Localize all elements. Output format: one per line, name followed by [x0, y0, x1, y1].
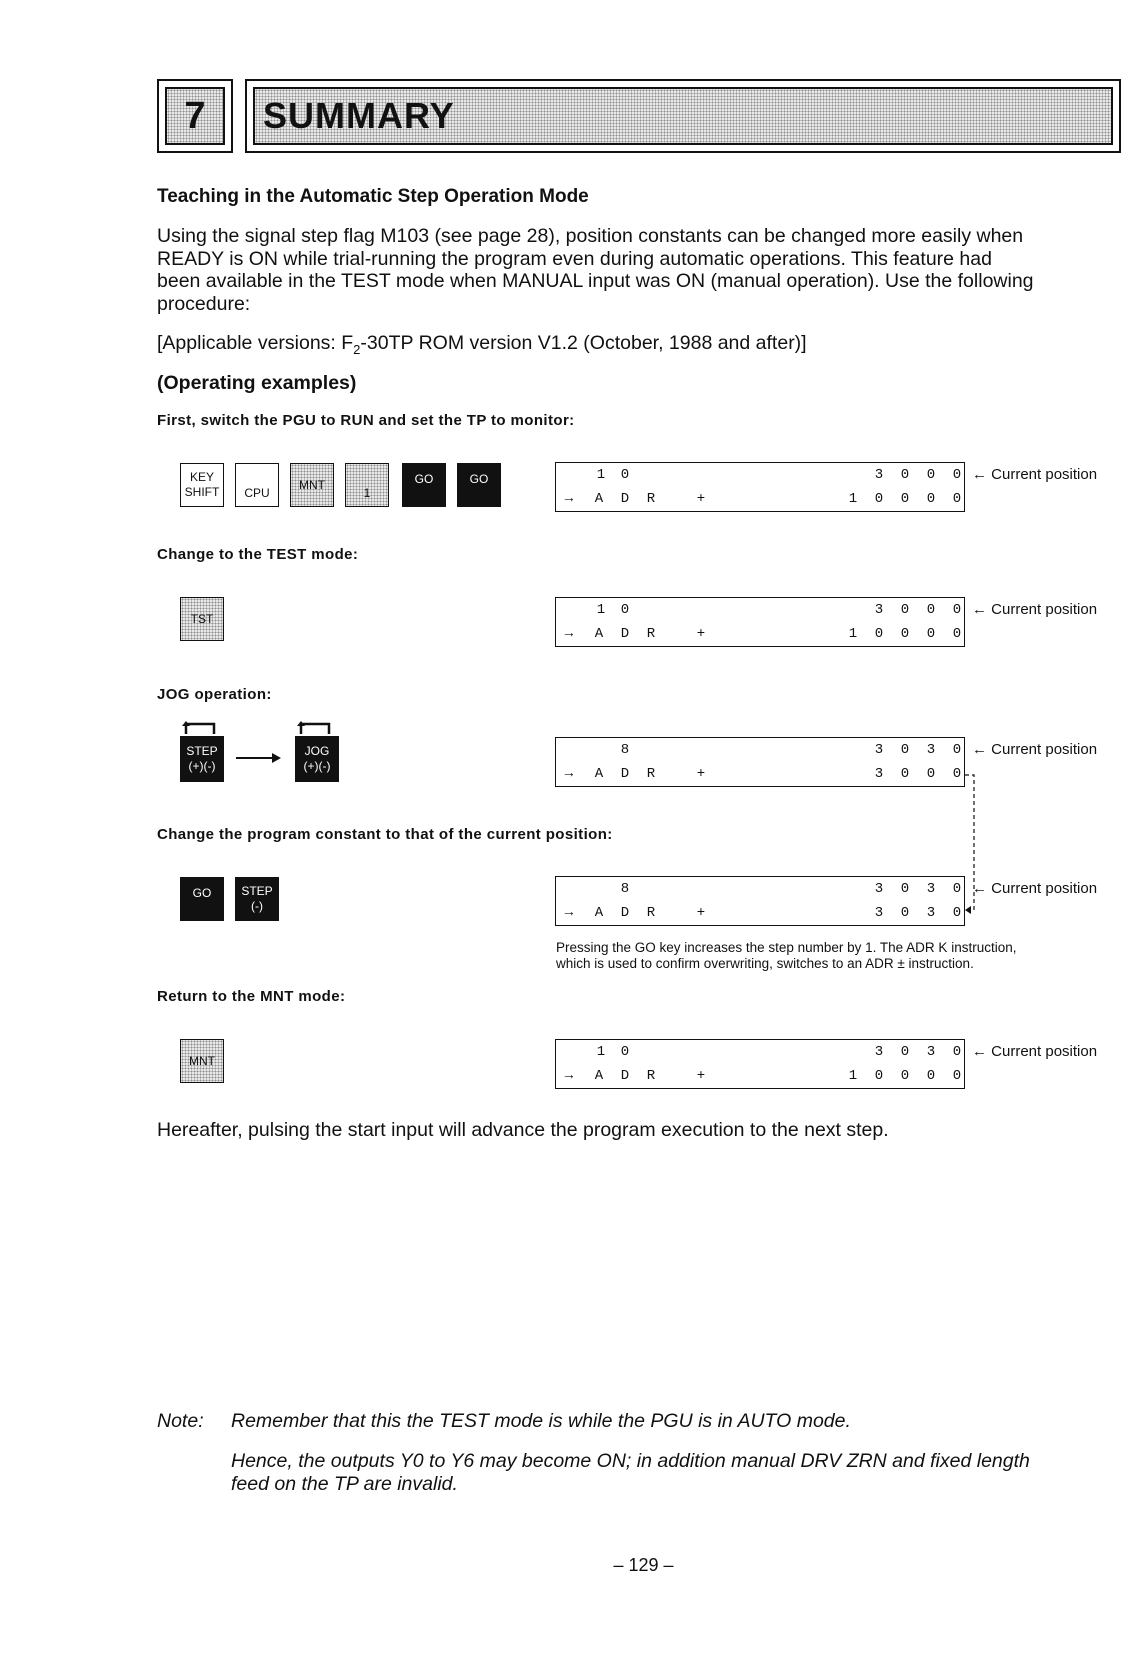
- lcd-char: 0: [900, 467, 910, 483]
- lcd-char: D: [620, 491, 630, 507]
- go-key: GO: [402, 463, 446, 507]
- lcd-line-top: [556, 1040, 964, 1065]
- cursor-arrow-icon: →: [564, 491, 574, 507]
- current-position-label: ← Current position: [972, 1043, 1098, 1060]
- arrow-right-icon: [272, 753, 281, 763]
- intro-line: Using the signal step flag M103 (see page 28), position constants can be changed more easily when: [157, 225, 1024, 247]
- page-number: – 129 –: [613, 1555, 674, 1575]
- lcd-char: 0: [900, 1068, 910, 1084]
- lcd-char: 3: [926, 742, 936, 758]
- applicable-versions: [Applicable versions: $F_2-30TP$ ROM version V1.2 (October, 1988 and after)]: [157, 332, 807, 357]
- current-position-label: ← Current position: [972, 466, 1098, 483]
- lcd-char: 0: [900, 602, 910, 618]
- current-position-label: ← Current position: [972, 741, 1098, 758]
- lcd-char: A: [594, 905, 604, 921]
- caption-line: which is used to confirm overwriting, switches to an ADR ± instruction.: [556, 956, 974, 971]
- lcd-char: 1: [848, 1068, 858, 1084]
- lcd-char: 1: [848, 626, 858, 642]
- lcd-char: 1: [596, 602, 606, 618]
- lcd-char: +: [696, 491, 706, 507]
- lcd-char: 0: [926, 626, 936, 642]
- section-title: Teaching in the Automatic Step Operation Mode: [157, 186, 589, 207]
- lcd-char: 8: [620, 881, 630, 897]
- lcd-char: A: [594, 491, 604, 507]
- intro-paragraph: [157, 225, 1122, 315]
- arrow-left-icon: [965, 906, 971, 914]
- lcd-line-bottom: [556, 1064, 964, 1089]
- cpu-key: CPU: [235, 463, 279, 507]
- lcd-char: 0: [900, 766, 910, 782]
- lcd-char: 0: [620, 1044, 630, 1060]
- lcd-char: 0: [952, 742, 962, 758]
- caption: [556, 940, 1016, 972]
- lcd-line-top: [556, 598, 964, 623]
- lcd-display: [555, 1039, 965, 1089]
- cursor-arrow-icon: →: [564, 905, 574, 921]
- lcd-char: 3: [874, 766, 884, 782]
- lcd-char: +: [696, 766, 706, 782]
- chapter-title: SUMMARY: [253, 87, 1113, 145]
- lcd-char: 0: [952, 1044, 962, 1060]
- lcd-char: +: [696, 905, 706, 921]
- cursor-arrow-icon: →: [564, 626, 574, 642]
- lcd-char: 0: [900, 905, 910, 921]
- lcd-line-top: [556, 738, 964, 763]
- lcd-char: 0: [952, 766, 962, 782]
- lcd-char: 0: [952, 467, 962, 483]
- lcd-char: D: [620, 1068, 630, 1084]
- note-line: Remember that this the TEST mode is while the PGU is in AUTO mode.: [231, 1410, 851, 1432]
- lcd-char: 0: [900, 742, 910, 758]
- lcd-char: R: [646, 905, 656, 921]
- lcd-char: 3: [874, 1044, 884, 1060]
- lcd-char: 0: [620, 602, 630, 618]
- lcd-char: 0: [952, 626, 962, 642]
- lcd-line-top: [556, 463, 964, 488]
- lcd-char: A: [594, 626, 604, 642]
- note-line: feed on the TP are invalid.: [231, 1473, 458, 1495]
- go-key: GO: [180, 877, 224, 921]
- intro-line: READY is ON while trial-running the program even during automatic operations. This feature had: [157, 247, 992, 270]
- lcd-char: 1: [596, 1044, 606, 1060]
- lcd-char: A: [594, 1068, 604, 1084]
- lcd-char: 0: [926, 602, 936, 618]
- lcd-char: 3: [874, 905, 884, 921]
- lcd-char: 0: [926, 1068, 936, 1084]
- lcd-line-bottom: [556, 901, 964, 926]
- lcd-char: D: [620, 626, 630, 642]
- lcd-char: 0: [900, 1044, 910, 1060]
- lcd-char: 3: [926, 881, 936, 897]
- chapter-title-box: [245, 79, 1121, 153]
- lcd-char: 0: [874, 626, 884, 642]
- lcd-char: 8: [620, 742, 630, 758]
- connector-dashed-arrow: [962, 770, 982, 920]
- lcd-char: 0: [952, 881, 962, 897]
- note-line: Hence, the outputs Y0 to Y6 may become ON; in addition manual DRV ZRN and fixed length: [231, 1450, 1030, 1472]
- lcd-char: 0: [900, 491, 910, 507]
- cursor-arrow-icon: →: [564, 1068, 574, 1084]
- step-minus-key: STEP (-): [235, 877, 279, 921]
- hold-bracket-icon: [186, 724, 214, 734]
- lcd-char: 0: [900, 881, 910, 897]
- lcd-char: 3: [874, 602, 884, 618]
- lcd-line-bottom: [556, 487, 964, 512]
- mnt-key: MNT: [290, 463, 334, 507]
- lcd-char: 1: [596, 467, 606, 483]
- lcd-char: 0: [874, 491, 884, 507]
- step-label: First, switch the PGU to RUN and set the TP to monitor:: [157, 412, 575, 429]
- intro-line: been available in the TEST mode when MANUAL input was ON (manual operation). Use the following: [157, 270, 1034, 292]
- lcd-char: 0: [952, 602, 962, 618]
- lcd-char: 3: [874, 881, 884, 897]
- lcd-char: D: [620, 905, 630, 921]
- mnt-key: MNT: [180, 1039, 224, 1083]
- lcd-char: 1: [848, 491, 858, 507]
- note-label: Note:: [157, 1410, 204, 1432]
- lcd-line-bottom: [556, 762, 964, 787]
- lcd-char: 0: [952, 905, 962, 921]
- lcd-char: 3: [874, 742, 884, 758]
- lcd-char: 0: [926, 766, 936, 782]
- current-position-label: ← Current position: [972, 601, 1098, 618]
- one-key: 1: [345, 463, 389, 507]
- lcd-char: R: [646, 626, 656, 642]
- intro-line: procedure:: [157, 292, 251, 315]
- lcd-char: 0: [900, 626, 910, 642]
- chapter-number-box: [157, 79, 233, 153]
- lcd-display: [555, 876, 965, 926]
- step-label: JOG operation:: [157, 686, 272, 703]
- lcd-char: 0: [874, 1068, 884, 1084]
- lcd-display: [555, 737, 965, 787]
- step-label: Return to the MNT mode:: [157, 988, 346, 1005]
- lcd-line-top: [556, 877, 964, 902]
- lcd-char: 0: [952, 491, 962, 507]
- lcd-char: 3: [874, 467, 884, 483]
- go-key: GO: [457, 463, 501, 507]
- step-plus-minus-key: STEP (+)(-): [180, 736, 224, 782]
- caption-line: Pressing the GO key increases the step number by 1. The ADR K instruction,: [556, 940, 1017, 955]
- lcd-char: 3: [926, 1044, 936, 1060]
- lcd-char: R: [646, 1068, 656, 1084]
- jog-plus-minus-key: JOG (+)(-): [295, 736, 339, 782]
- lcd-char: 0: [926, 467, 936, 483]
- step-label: Change the program constant to that of the current position:: [157, 826, 613, 843]
- lcd-char: 0: [620, 467, 630, 483]
- cursor-arrow-icon: →: [564, 766, 574, 782]
- lcd-char: 0: [952, 1068, 962, 1084]
- lcd-char: R: [646, 491, 656, 507]
- tst-key: TST: [180, 597, 224, 641]
- current-position-label: ← Current position: [972, 880, 1098, 897]
- lcd-display: [555, 462, 965, 512]
- chapter-number: 7: [165, 87, 225, 145]
- lcd-char: D: [620, 766, 630, 782]
- lcd-line-bottom: [556, 622, 964, 647]
- lcd-char: A: [594, 766, 604, 782]
- step-label: Change to the TEST mode:: [157, 546, 359, 563]
- lcd-char: +: [696, 626, 706, 642]
- lcd-char: 3: [926, 905, 936, 921]
- examples-heading: (Operating examples): [157, 372, 357, 394]
- lcd-char: R: [646, 766, 656, 782]
- key-shift-key: KEY SHIFT: [180, 463, 224, 507]
- lcd-display: [555, 597, 965, 647]
- lcd-char: 0: [926, 491, 936, 507]
- hold-bracket-icon: [301, 724, 329, 734]
- lcd-char: +: [696, 1068, 706, 1084]
- hereafter-text: Hereafter, pulsing the start input will advance the program execution to the next step.: [157, 1119, 889, 1141]
